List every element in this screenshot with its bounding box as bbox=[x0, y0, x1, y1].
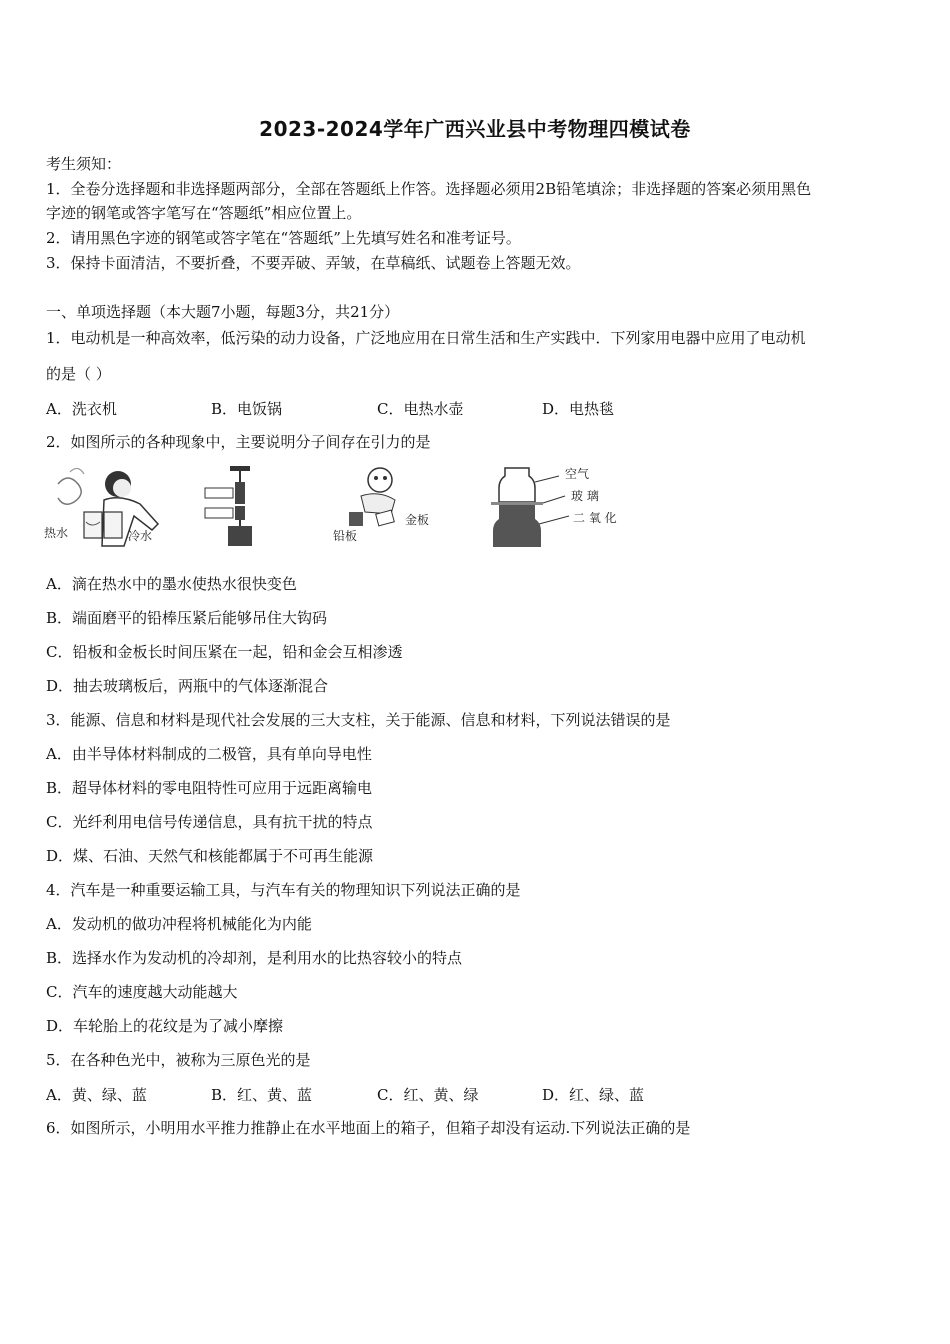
label-gold-plate: 金板 bbox=[405, 513, 430, 527]
page-title: 2023-2024学年广西兴业县中考物理四模试卷 bbox=[259, 117, 691, 141]
notice-item: 2．请用黑色字迹的钢笔或答字笔在“答题纸”上先填写姓名和准考证号。 bbox=[46, 229, 521, 247]
question-2-option-a: A．滴在热水中的墨水使热水很快变色 bbox=[46, 575, 297, 593]
question-4-option-c: C．汽车的速度越大动能越大 bbox=[46, 983, 238, 1001]
question-3-option-c: C．光纤利用电信号传递信息，具有抗干扰的特点 bbox=[46, 813, 373, 831]
question-3-option-a: A．由半导体材料制成的二极管，具有单向导电性 bbox=[46, 745, 372, 763]
notice-item: 1．全卷分选择题和非选择题两部分，全部在答题纸上作答。选择题必须用2B铅笔填涂；非选择题的答案必须用黑色 bbox=[46, 180, 812, 198]
lead-gold-figure bbox=[325, 462, 445, 552]
question-3-stem: 3．能源、信息和材料是现代社会发展的三大支柱，关于能源、信息和材料，下列说法错误的是 bbox=[46, 711, 671, 729]
question-4-option-a: A．发动机的做功冲程将机械能化为内能 bbox=[46, 915, 312, 933]
option-c: C．红、黄、绿 bbox=[377, 1086, 479, 1104]
question-4-option-b: B．选择水作为发动机的冷却剂，是利用水的比热容较小的特点 bbox=[46, 949, 463, 967]
ink-diffusion-figure bbox=[40, 462, 170, 552]
question-2-option-d: D．抽去玻璃板后，两瓶中的气体逐渐混合 bbox=[46, 677, 329, 695]
label-cold-water: 冷水 bbox=[128, 529, 153, 543]
option-d: D．红、绿、蓝 bbox=[542, 1086, 645, 1104]
question-4-stem: 4．汽车是一种重要运输工具，与汽车有关的物理知识下列说法正确的是 bbox=[46, 881, 521, 899]
option-b: B．电饭锅 bbox=[211, 400, 283, 418]
option-c: C．电热水壶 bbox=[377, 400, 464, 418]
label-nitrogen-dioxide: 二 氧 化 bbox=[573, 511, 617, 525]
question-1-stem-cont: 的是（ ） bbox=[46, 365, 111, 383]
question-3-option-d: D．煤、石油、天然气和核能都属于不可再生能源 bbox=[46, 847, 374, 865]
label-air: 空气 bbox=[565, 467, 590, 481]
lead-rods-figure bbox=[200, 462, 280, 552]
question-6-stem: 6．如图所示，小明用水平推力推静止在水平地面上的箱子，但箱子却没有运动.下列说法正确的是 bbox=[46, 1119, 691, 1137]
question-2-option-b: B．端面磨平的铅棒压紧后能够吊住大钩码 bbox=[46, 609, 328, 627]
option-a: A．黄、绿、蓝 bbox=[46, 1086, 147, 1104]
question-4-option-d: D．车轮胎上的花纹是为了减小摩擦 bbox=[46, 1017, 284, 1035]
notice-item: 3．保持卡面清洁，不要折叠，不要弄破、弄皱，在草稿纸、试题卷上答题无效。 bbox=[46, 254, 581, 272]
question-3-option-b: B．超导体材料的零电阻特性可应用于远距离输电 bbox=[46, 779, 373, 797]
notice-item: 字迹的钢笔或答字笔写在“答题纸”相应位置上。 bbox=[46, 204, 362, 222]
label-lead-plate: 铅板 bbox=[333, 529, 358, 543]
option-a: A．洗衣机 bbox=[46, 400, 117, 418]
notice-heading: 考生须知： bbox=[46, 155, 122, 173]
section-heading: 一、单项选择题（本大题7小题，每题3分，共21分） bbox=[46, 303, 400, 321]
question-1-stem: 1．电动机是一种高效率，低污染的动力设备，广泛地应用在日常生活和生产实践中．下列家用电器中应用了电动机 bbox=[46, 329, 806, 347]
question-2-figures bbox=[40, 462, 660, 552]
label-hot-water: 热水 bbox=[44, 526, 69, 540]
question-2-option-c: C．铅板和金板长时间压紧在一起，铅和金会互相渗透 bbox=[46, 643, 403, 661]
question-2-stem: 2．如图所示的各种现象中，主要说明分子间存在引力的是 bbox=[46, 433, 431, 451]
option-b: B．红、黄、蓝 bbox=[211, 1086, 313, 1104]
question-5-stem: 5．在各种色光中，被称为三原色光的是 bbox=[46, 1051, 311, 1069]
label-glass: 玻 璃 bbox=[571, 489, 599, 503]
gas-diffusion-figure bbox=[485, 462, 645, 552]
option-d: D．电热毯 bbox=[542, 400, 615, 418]
